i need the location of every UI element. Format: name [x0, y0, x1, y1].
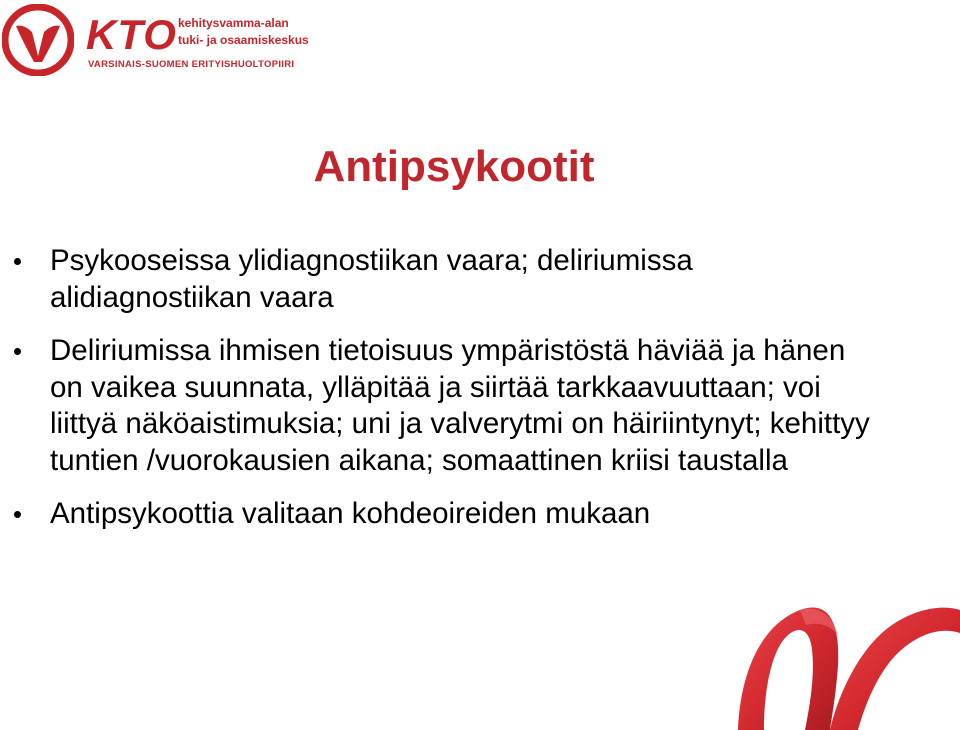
logo-tagline: [178, 15, 309, 49]
logo-wordmark: KTO: [86, 11, 177, 58]
bullet-list: [0, 243, 900, 550]
logo-tagline-line1: kehitysvamma-alan: [178, 16, 289, 30]
bullet-item: [0, 333, 885, 479]
bullet-dot-icon: [14, 348, 21, 355]
bullet-dot-icon: [14, 258, 21, 265]
bullet-item: [0, 243, 810, 316]
kto-emblem-icon: [2, 4, 74, 76]
organization-logo: [0, 0, 320, 80]
logo-subtitle: VARSINAIS-SUOMEN ERITYISHUOLTOPIIRI: [88, 59, 295, 70]
logo-tagline-line2: tuki- ja osaamiskeskus: [178, 33, 309, 47]
slide-title: Antipsykootit: [313, 142, 595, 191]
bullet-item: [0, 496, 885, 533]
bullet-dot-icon: [14, 511, 21, 518]
ribbon-decoration-icon: [720, 585, 960, 730]
bullet-text: Psykooseissa ylidiagnostiikan vaara; deliriumissa alidiagnostiikan vaara: [50, 244, 693, 314]
bullet-text: Deliriumissa ihmisen tietoisuus ympäristöstä häviää ja hänen on vaikea suunnata, ylläpitää ja siirtää tarkkaavuuttaan; voi liittyä näköaistimuksia; uni ja valverytmi on häiriintynyt; kehittyy tuntien /vuorokausien aikana; somaattinen kriisi taustalla: [50, 334, 870, 477]
bullet-text: Antipsykoottia valitaan kohdeoireiden mukaan: [50, 497, 651, 530]
